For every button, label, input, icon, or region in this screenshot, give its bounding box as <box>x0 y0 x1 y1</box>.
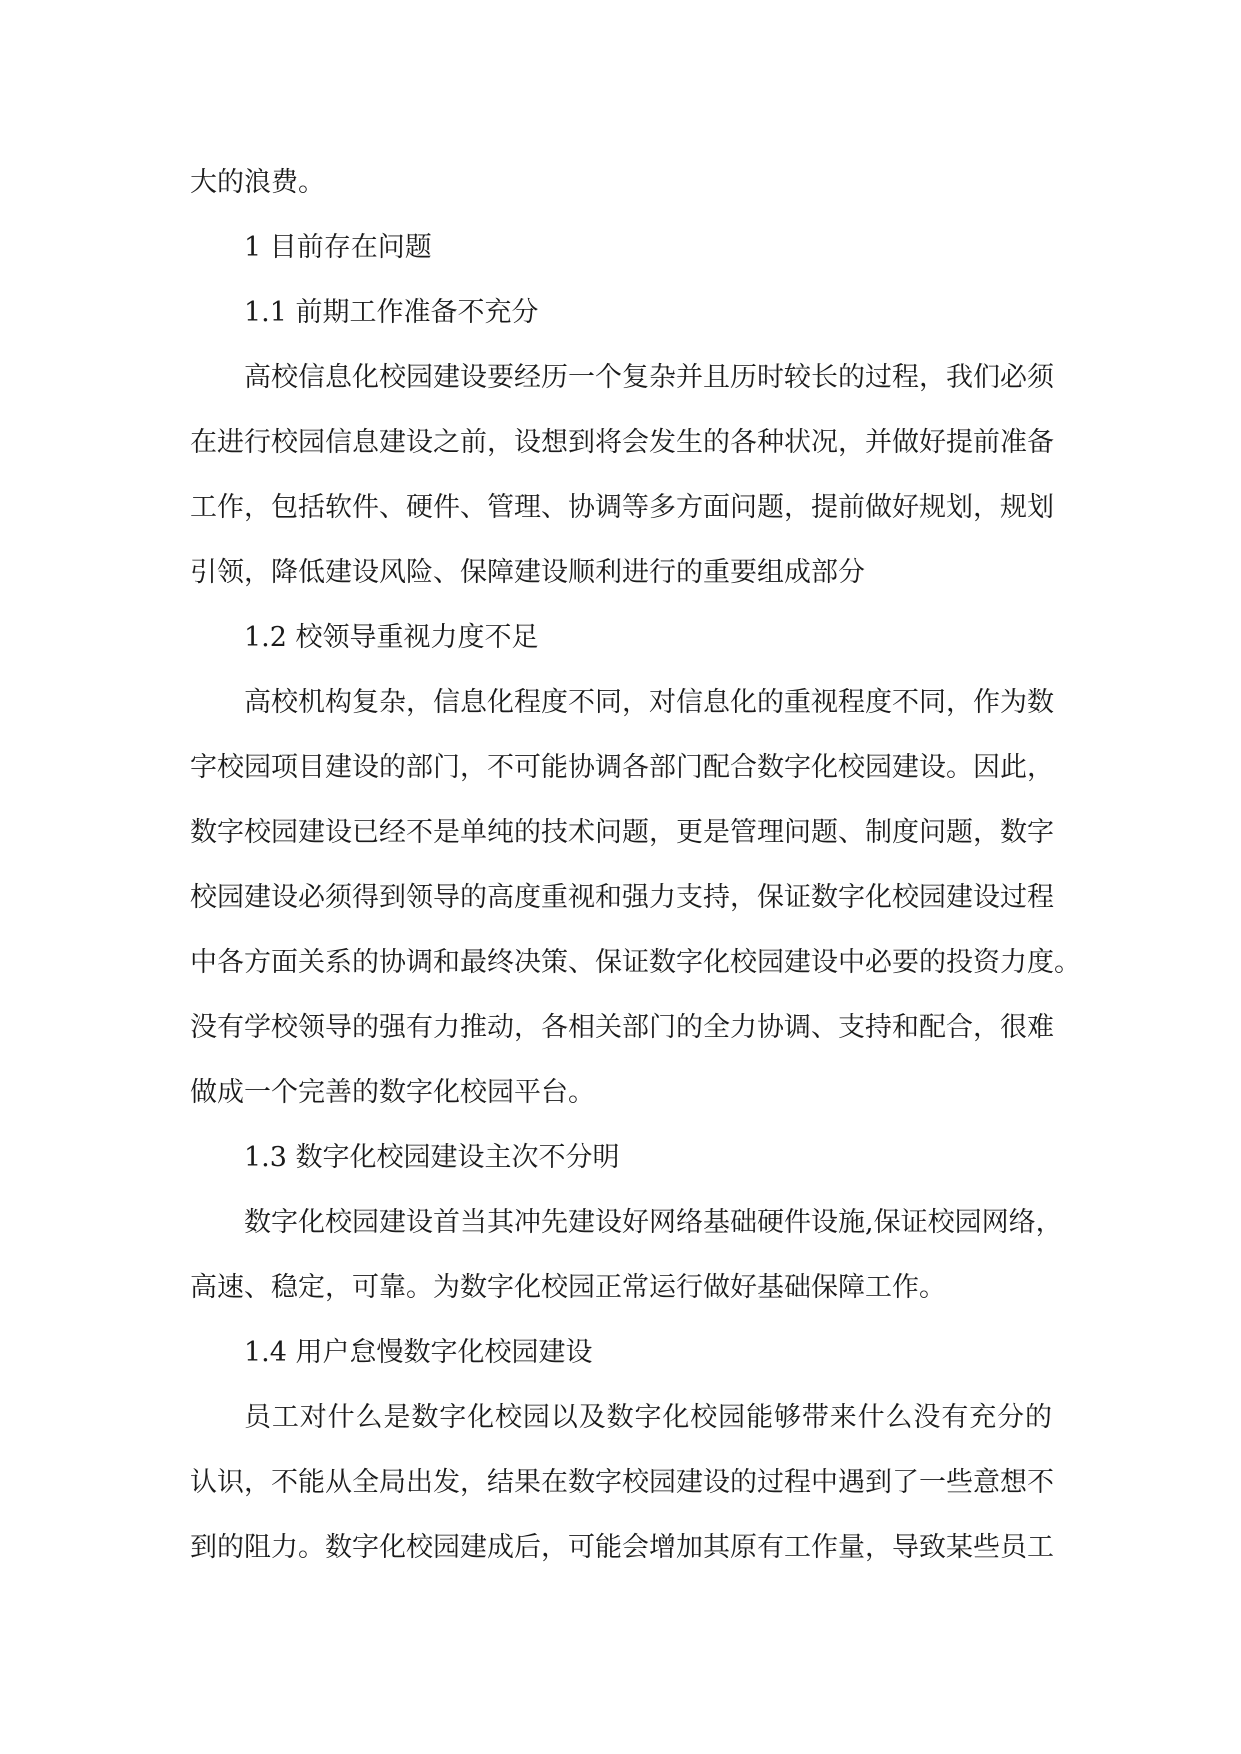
text-line: 工作，包括软件、硬件、管理、协调等多方面问题，提前做好规划，规划 <box>190 492 1054 523</box>
section-heading: 1 目前存在问题 <box>244 232 432 263</box>
text-line: 字校园项目建设的部门，不可能协调各部门配合数字化校园建设。因此， <box>190 752 1054 783</box>
text-line: 认识，不能从全局出发，结果在数字校园建设的过程中遇到了一些意想不 <box>190 1467 1054 1498</box>
text-line: 高校信息化校园建设要经历一个复杂并且历时较长的过程，我们必须 <box>244 362 1054 393</box>
text-line: 做成一个完善的数字化校园平台。 <box>190 1077 595 1108</box>
text-line: 引领，降低建设风险、保障建设顺利进行的重要组成部分 <box>190 557 865 588</box>
text-line: 员工对什么是数字化校园以及数字化校园能够带来什么没有充分的 <box>244 1402 1052 1433</box>
text-line: 高速、稳定，可靠。为数字化校园正常运行做好基础保障工作。 <box>190 1272 946 1303</box>
subsection-heading: 1.2 校领导重视力度不足 <box>244 622 539 653</box>
subsection-heading: 1.4 用户怠慢数字化校园建设 <box>244 1337 593 1368</box>
text-line: 到的阻力。数字化校园建成后，可能会增加其原有工作量，导致某些员工 <box>190 1532 1054 1563</box>
text-line: 中各方面关系的协调和最终决策、保证数字化校园建设中必要的投资力度。 <box>190 947 1081 978</box>
text-line: 在进行校园信息建设之前，设想到将会发生的各种状况，并做好提前准备 <box>190 427 1054 458</box>
text-line: 数字校园建设已经不是单纯的技术问题，更是管理问题、制度问题，数字 <box>190 817 1054 848</box>
text-line: 没有学校领导的强有力推动，各相关部门的全力协调、支持和配合，很难 <box>190 1012 1054 1043</box>
document-page <box>190 150 1081 1580</box>
subsection-heading: 1.1 前期工作准备不充分 <box>244 297 539 328</box>
text-line: 高校机构复杂，信息化程度不同，对信息化的重视程度不同，作为数 <box>244 687 1054 718</box>
text-line: 数字化校园建设首当其冲先建设好网络基础硬件设施,保证校园网络， <box>244 1207 1063 1238</box>
text-line: 校园建设必须得到领导的高度重视和强力支持，保证数字化校园建设过程 <box>190 882 1054 913</box>
text-line: 大的浪费。 <box>190 167 325 198</box>
subsection-heading: 1.3 数字化校园建设主次不分明 <box>244 1142 620 1173</box>
